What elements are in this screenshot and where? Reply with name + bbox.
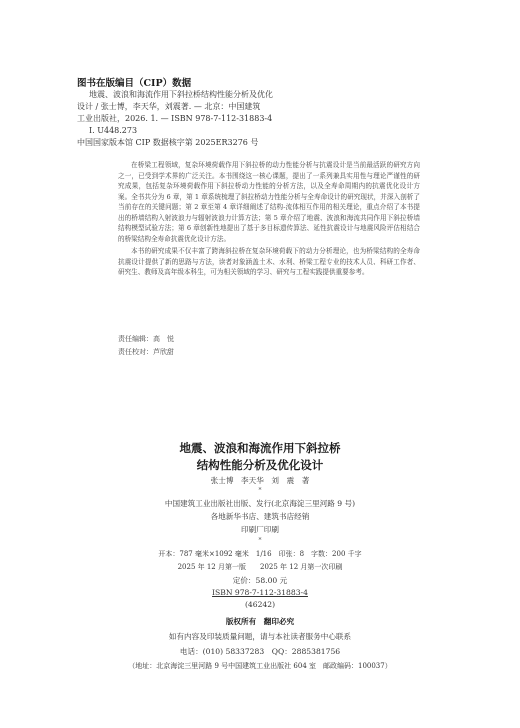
cip-classification-line: Ⅰ. U448.273 — [89, 126, 138, 135]
book-title-line-2: 结构性能分析及优化设计 — [196, 458, 324, 472]
separator-star-2: * — [258, 537, 262, 544]
book-authors: 张士博 李天华 刘 震 著 — [210, 476, 310, 485]
abstract-paragraph-2: 本书的研究成果不仅丰富了跨海斜拉桥在复杂环境荷载下的动力分析理论，也为桥梁结构的全寿命抗震设计提供了新的思路与方法，读者对象涵盖土木、水利、桥梁工程专业的技术人员、科研工作者、研究生、教师及高年级本科生，可为相关领域的学习、研究与工程实践提供重要参考。 — [118, 247, 420, 276]
book-abstract — [118, 160, 420, 280]
distributor-line: 各地新华书店、建筑书店经销 — [210, 512, 310, 521]
publisher-line: 中国建筑工业出版社出版、发行(北京海淀三里河路 9 号) — [164, 499, 356, 508]
book-title-line-1: 地震、波浪和海流作用下斜拉桥 — [179, 441, 341, 455]
separator-star: * — [258, 487, 262, 494]
publisher-address: （地址：北京海淀三里河路 9 号中国建筑工业出版社 604 室 邮政编码：100037） — [128, 662, 392, 670]
book-specs: 开本：787 毫米×1092 毫米 1/16 印张：8 字数：200 千字 — [158, 550, 362, 558]
cip-authors-line: 设计 / 张士博，李天华，刘震著. — 北京：中国建筑 — [77, 102, 261, 111]
cip-publisher-line: 工业出版社，2026. 1. — ISBN 978-7-112-31883-4 — [77, 114, 273, 123]
quality-contact: 如有内容及印装质量问题，请与本社读者服务中心联系 — [168, 632, 352, 641]
book-code: (46242) — [244, 600, 276, 609]
contact-phone: 电话：(010) 58337283 QQ：2885381756 — [179, 647, 341, 656]
isbn: ISBN 978-7-112-31883-4 — [212, 588, 308, 597]
edition-info: 2025 年 12 月第一版 2025 年 12 月第一次印刷 — [177, 563, 343, 571]
printer-line: 印刷厂印刷 — [241, 525, 279, 534]
abstract-paragraph-1: 在桥梁工程领域，复杂环境荷载作用下斜拉桥的动力性能分析与抗震设计是当前最活跃的研究方向之一，已受到学术界的广泛关注。本书围绕这一核心课题，提出了一系列兼具实用性与理论严谨性的研究成果，包括复杂环境荷载作用下斜拉桥动力性能的分析方法，以及全寿命周期内的抗震优化设计方案。全书共分为 6 章，第 1 章系统梳理了斜拉桥动力性能分析与全寿命设计的研究现状，并深入剖析了当前存在的关键问题；第 2 章至第 4 章详细阐述了结构-流体相互作用的相关理论，重点介绍了本书提出的桥墙结构入射波浪力与辐射波浪力计算方法；第 5 章介绍了地震、波浪和海流共同作用下斜拉桥墙结构模型试验方法；第 6 章创新性地提出了基于多目标遗传算法、延性抗震设计与地震风险评估相结合的桥梁结构全寿命抗震优化设计方法。 — [118, 161, 420, 243]
copyright-notice: 版权所有 翻印必究 — [225, 617, 295, 626]
cip-record-number: 中国国家版本馆 CIP 数据核字第 2025ER3276 号 — [77, 138, 259, 147]
responsible-proofreader: 责任校对：芦欣甜 — [118, 348, 174, 356]
responsible-editor: 责任编辑：高 悦 — [118, 335, 174, 343]
cip-heading: 图书在版编目（CIP）数据 — [77, 78, 192, 89]
cip-title-line: 地震、波浪和海流作用下斜拉桥结构性能分析及优化 — [89, 90, 273, 99]
price: 定价：58.00 元 — [232, 576, 288, 585]
